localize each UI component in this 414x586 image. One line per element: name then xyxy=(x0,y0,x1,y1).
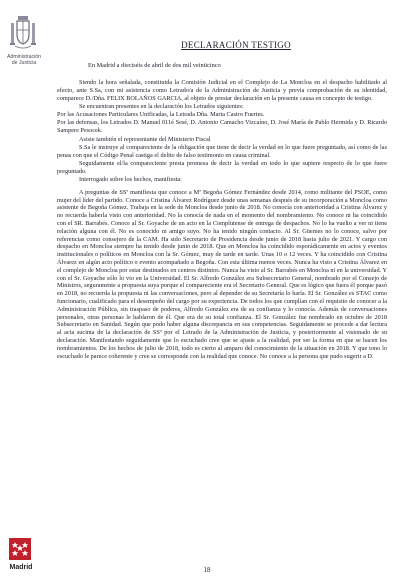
body-paragraph: A preguntas de SSª manifiesta que conoce a Mª Begoña Gómez Fernández desde 2014, como militante del PSOE, como mujer del líder del partido. Conoce a Cristina Álvarez Rodríguez desde unas semanas después de su incorporación a Moncloa como asistente de Begoña Gómez. Trabaja en la sede de Moncloa desde junio de 2018. No conocía con anterioridad a Cristina Álvarez y no recuerda haberla visto con anterioridad. No la conocía de nada en el momento del nombramiento. No conoce ni ha coincidido con el SR. Barrabés. Conoce al Sr. Goyache de un acto en la Complutense de entrega de despachos. No lo ha vuelto a ver ni tiene relación alguna con él. No es conocido ni amigo suyo. No ha tenido ningún contacto. Al Sr. Güemes no lo conoce, salvo por referencias como consejero de la CAM. Ha sido Secretario de Presidencia desde junio de 2018 hasta julio de 2021. Y cargo con despacho en Moncloa siempre ha tenido desde junio de 2018. Que en Moncloa ha coincidido esporádicamente en actos y eventos institucionales o políticos en Moncloa con la Sr. Gómez, muy de tarde en tarde. Unas 10 o 12 veces. Y ha coincidido con Cristina Álvarez en algún acto político o evento acompañado a Begoña. Con esta última menos veces. Nunca ha visto a Cristina Álvarez en el complejo de Moncloa por estar destinados en centros distintos. Nunca ha visto al Sr. Barrabés en Moncloa ni en la universidad. Y con el Sr. Goyache sólo lo vio en la Universidad. El Sr. Alfredo González era Subsecretario General, nombrado por el Consejo de Ministros, seguramente a propuesta suya porque el compareciente era el Secretario General. Que es lógico que fuera él porque pasó en 2018, no recuerda la propuesta ni las conversaciones, pero al depender de su Secretaría lo haría. El Sr. González es STAC como funcionario, cualificado para el desempeño del cargo por su experiencia. De todos los que cumplían con el requisito de conocer a la Administración Pública, sin traspaso de poderes, Alfredo González era de su confianza y lo conocía. Además de conversaciones personales, otras personas le hablaron de él. Que era de su total confianza. El Sr. González fue nombrado en octubre de 2018 Subsecretario en Sanidad. Según que podo haber alguna discrepancia en sus competencias. Seguidamente se procede a dar lectura al acta sucinta de la declaración de SSª por el Letrado de la Administración de Justicia, y posteriormente al visionado de su declaración. Manifestando seguidamente que lo escuchado cree que se ajuste a la realidad, por ser la forma en que se hacen los nombramientos. De los hechos de julio de 2018, todo es cierto al amparo del conocimiento de la situación en 2018. Y que tono lo escuchado le parece coherente y cree se corresponde con la realidad que conoce. No conoce a la persona que pudo sugerir a D. xyxy=(57,188,387,360)
admin-label-line1: Administración xyxy=(6,54,42,60)
document-title: DECLARACIÓN TESTIGO xyxy=(181,40,291,50)
administracion-justicia-label xyxy=(3,54,45,66)
body-paragraph: Seguidamente el/la compareciente presta promesa de decir la verdad en todo lo que supiere respecto de lo que fuere preguntado. xyxy=(57,159,387,175)
document-date-line: En Madrid a dieciséis de abril de dos mil veinticinco xyxy=(88,62,221,69)
spain-coat-of-arms-icon xyxy=(9,16,37,50)
body-paragraph: Siendo la hora señalada, constituida la Comisión Judicial en el Complejo de La Moncloa en el despacho habilitado al efecto, ante S.Sa, con mi asistencia como Letrado/a de la Administración de Justicia y previa comprobación de su identidad, comparece D./Dña. FELIX BOLAÑOS GARCIA, al objeto de prestar declaración en la presente causa en concepto de testigo. xyxy=(57,79,387,102)
body-paragraph: Por las defensas, los Letrados D. Manuel 011é Sesé, D. Antonio Camacho Vizcaíno, D. José María de Pablo Hermida y D. Ricardo Sampere Pesocek. xyxy=(57,119,387,135)
body-paragraph: Por las Acusaciones Particulares Unificadas, la Letrada Dña. Marta Castro Fuertes. xyxy=(57,111,265,119)
body-paragraph: S.Sa le instruye al compareciente de la obligación que tiene de decir la verdad en lo que fuere preguntado, así como de las penas con que el Código Penal castiga el delito de falso testimonio en causa criminal. xyxy=(57,143,387,159)
body-paragraph: Se encuentran presentes en la declaración los Letrados siguientes: xyxy=(79,102,244,110)
comunidad-de-madrid-logo-icon xyxy=(7,536,33,562)
body-paragraph: Interrogado sobre los hechos, manifiesta: xyxy=(79,176,182,184)
madrid-logo-text: Madrid xyxy=(9,564,33,571)
body-paragraph: Asiste también el representante del Ministerio Fiscal xyxy=(79,135,211,143)
document-body xyxy=(57,79,387,361)
page-number: 18 xyxy=(203,566,211,574)
admin-label-line2: de Justicia xyxy=(11,60,37,67)
